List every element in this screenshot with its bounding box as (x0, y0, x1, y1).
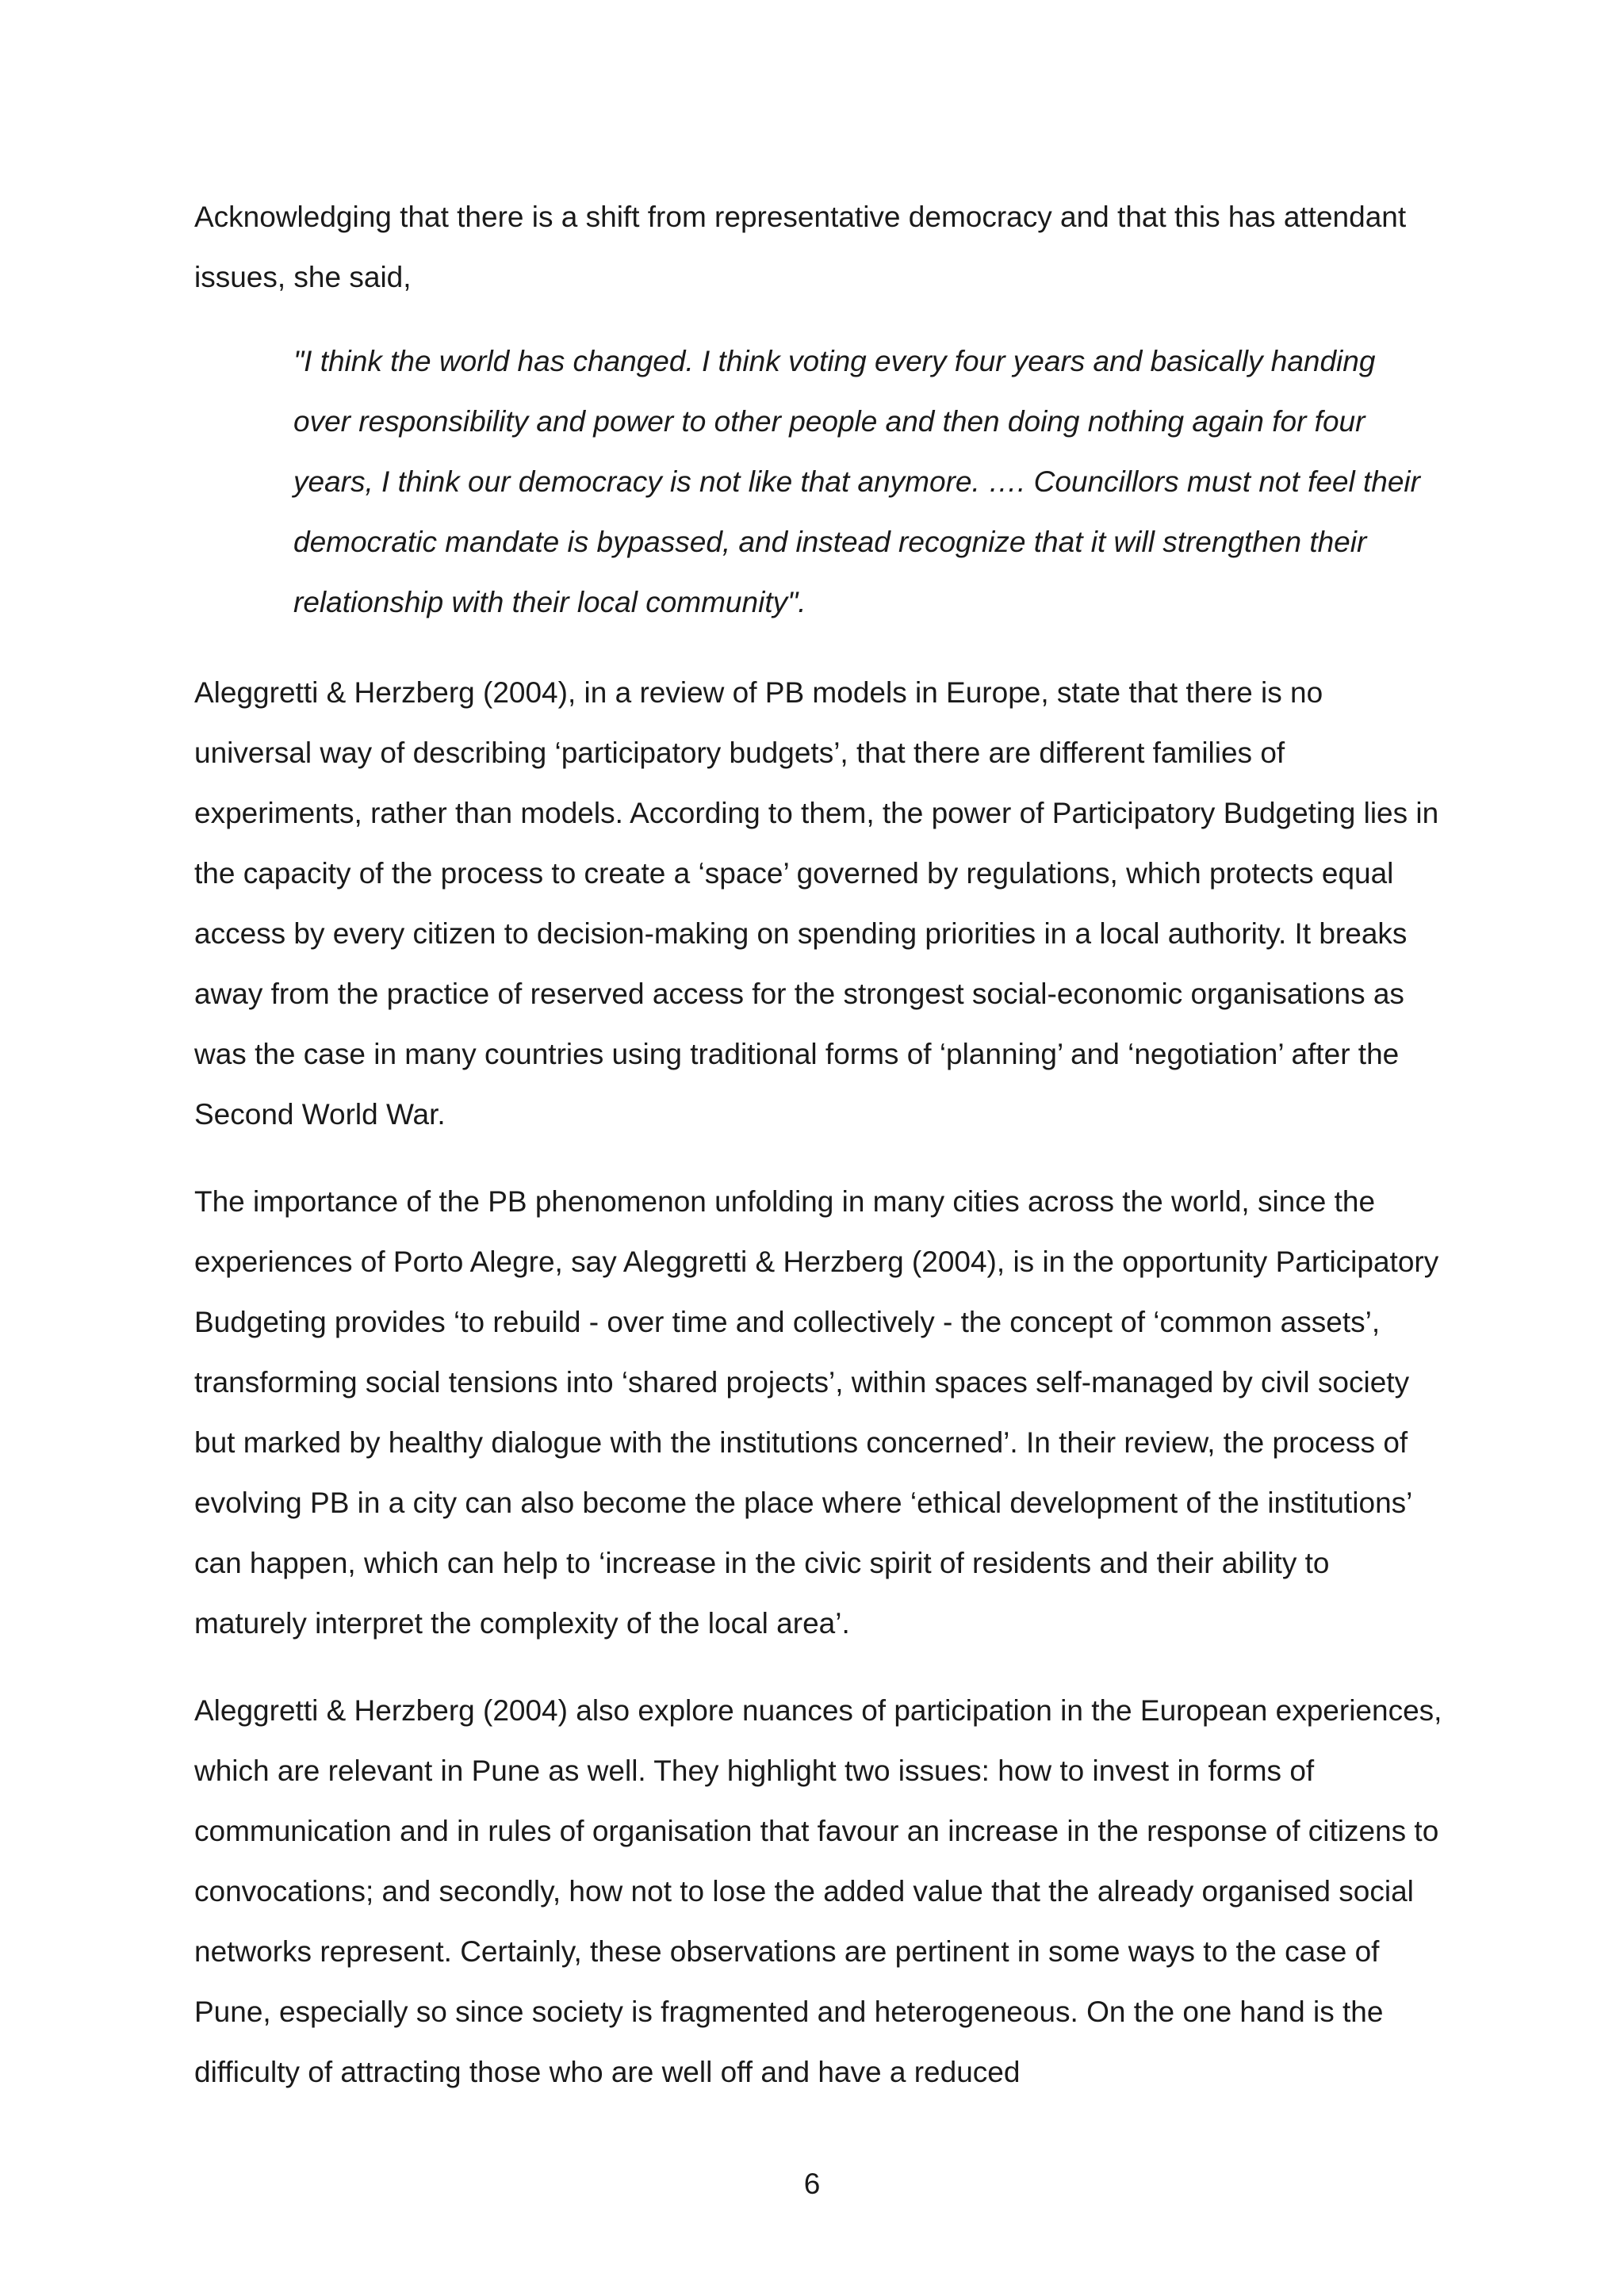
paragraph-aleggretti-review: Aleggretti & Herzberg (2004), in a review of PB models in Europe, state that there is no universal way of describing ‘participatory budgets’, that there are different families of experiments, rather than models. According to them, the power of Participatory Budgeting lies in the capacity of the process to create a ‘space’ governed by regulations, which protects equal access by every citizen to decision-making on spending priorities in a local authority. It breaks away from the practice of reserved access for the strongest social-economic organisations as was the case in many countries using traditional forms of ‘planning’ and ‘negotiation’ after the Second World War. (194, 676, 1439, 1131)
paragraph-participation-nuances: Aleggretti & Herzberg (2004) also explore nuances of participation in the European experiences, which are relevant in Pune as well. They highlight two issues: how to invest in forms of communication and in rules of organisation that favour an increase in the response of citizens to convocations; and secondly, how not to lose the added value that the already organised social networks represent. Certainly, these observations are pertinent in some ways to the case of Pune, especially so since society is fragmented and heterogeneous. On the one hand is the difficulty of attracting those who are well off and have a reduced (194, 1694, 1442, 2088)
page-number: 6 (803, 2168, 821, 2200)
paragraph-pb-importance: The importance of the PB phenomenon unfolding in many cities across the world, since the experiences of Porto Alegre, say Aleggretti & Herzberg (2004), is in the opportunity Participatory Budgeting provides ‘to rebuild - over time and collectively - the concept of ‘common assets’, transforming social tensions into ‘shared projects’, within spaces self-managed by civil society but marked by healthy dialogue with the institutions concerned’. In their review, the process of evolving PB in a city can also become the place where ‘ethical development of the institutions’ can happen, which can help to ‘increase in the civic spirit of residents and their ability to maturely interpret the complexity of the local area’. (194, 1185, 1439, 1640)
block-quote: "I think the world has changed. I think voting every four years and basically handing over responsibility and power to other people and then doing nothing again for four years, I think our democracy is not like that anymore. …. Councillors must not feel their democratic mandate is bypassed, and instead recognize that it will strengthen their relationship with their local community". (293, 345, 1420, 618)
paragraph-intro: Acknowledging that there is a shift from representative democracy and that this has attendant issues, she said, (194, 201, 1407, 293)
